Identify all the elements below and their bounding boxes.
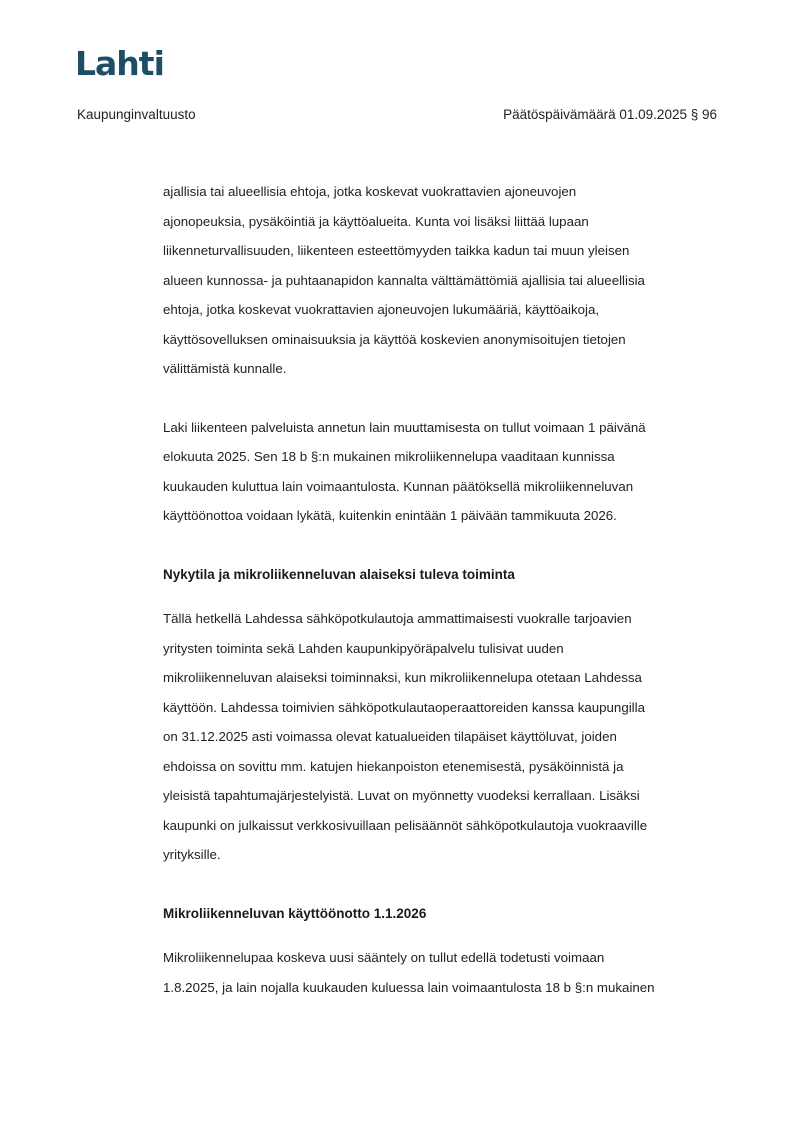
text-line: välittämistä kunnalle. [163,361,287,376]
document-body [163,177,723,1002]
text-line: yritysten toiminta sekä Lahden kaupunkipyöräpalvelu tulisivat uuden [163,640,564,656]
text-line: Tällä hetkellä Lahdessa sähköpotkulautoja ammattimaisesti vuokralle tarjoavien [163,611,632,626]
organization-name: Kaupunginvaltuusto [77,107,196,122]
paragraph-1 [163,177,723,384]
text-line: elokuuta 2025. Sen 18 b §:n mukainen mikroliikennelupa vaaditaan kunnissa [163,449,615,464]
text-line: ajonopeuksia, pysäköintiä ja käyttöalueita. Kunta voi lisäksi liittää lupaan [163,213,589,229]
paragraph-4 [163,943,723,1002]
section-heading-deployment: Mikroliikenneluvan käyttöönotto 1.1.2026 [163,905,427,921]
text-line: on 31.12.2025 asti voimassa olevat katualueiden tilapäiset käyttöluvat, joiden [163,729,617,744]
document-header [77,106,717,124]
text-line: ehdoissa on sovittu mm. katujen hiekanpoiston etenemisestä, pysäköinnistä ja [163,758,624,774]
decision-date-section: Päätöspäivämäärä 01.09.2025 § 96 [503,107,717,122]
text-line: liikenneturvallisuuden, liikenteen esteettömyyden taikka kadun tai muun yleisen [163,243,630,258]
text-line: kuukauden kuluttua lain voimaantulosta. Kunnan päätöksellä mikroliikenneluvan [163,478,634,494]
lahti-logo: Lahti [75,44,164,83]
text-line: käyttöönottoa voidaan lykätä, kuitenkin enintään 1 päivään tammikuuta 2026. [163,508,617,523]
text-line: yleisistä tapahtumajärjestelyistä. Luvat on myönnetty vuodeksi kerrallaan. Lisäksi [163,788,640,803]
text-line: ehtoja, jotka koskevat vuokrattavien ajoneuvojen lukumääriä, käyttöaikoja, [163,302,600,317]
text-line: mikroliikenneluvan alaiseksi toiminnaksi, kun mikroliikennelupa otetaan Lahdessa [163,670,642,685]
text-line: käyttöön. Lahdessa toimivien sähköpotkulautaoperaattoreiden kanssa kaupungilla [163,699,645,715]
paragraph-3 [163,604,723,870]
paragraph-2 [163,413,723,531]
text-line: yrityksille. [163,847,221,862]
text-line: käyttösovelluksen ominaisuuksia ja käyttöä koskevien anonymisoitujen tietojen [163,331,626,347]
text-line: kaupunki on julkaissut verkkosivuillaan pelisäännöt sähköpotkulautoja vuokraaville [163,817,648,833]
text-line: alueen kunnossa- ja puhtaanapidon kannalta välttämättömiä ajallisia tai alueellisia [163,272,645,288]
section-heading-current-state: Nykytila ja mikroliikenneluvan alaiseksi tuleva toiminta [163,566,515,582]
text-line: Laki liikenteen palveluista annetun lain muuttamisesta on tullut voimaan 1 päivänä [163,419,646,435]
text-line: Mikroliikennelupaa koskeva uusi sääntely on tullut edellä todetusti voimaan [163,950,605,965]
text-line: ajallisia tai alueellisia ehtoja, jotka koskevat vuokrattavien ajoneuvojen [163,184,577,199]
text-line: 1.8.2025, ja lain nojalla kuukauden kuluessa lain voimaantulosta 18 b §:n mukainen [163,979,655,995]
